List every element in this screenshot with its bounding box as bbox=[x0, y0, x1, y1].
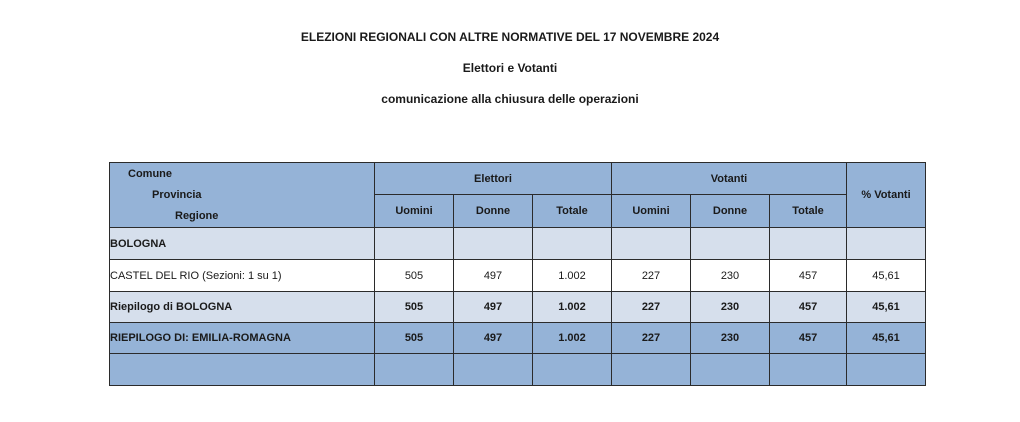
group-header-elettori: Elettori bbox=[375, 163, 612, 195]
label-header-comune: Comune bbox=[128, 167, 172, 180]
subheader-elettori-uomini: Uomini bbox=[375, 195, 454, 228]
results-table bbox=[109, 162, 926, 386]
subheader-elettori-totale: Totale bbox=[533, 195, 612, 228]
subheader-elettori-donne: Donne bbox=[454, 195, 533, 228]
empty-cell bbox=[612, 228, 691, 260]
empty-row bbox=[110, 354, 926, 386]
empty-cell bbox=[770, 228, 847, 260]
votanti-uomini-value: 227 bbox=[612, 260, 691, 292]
subheader-votanti-uomini: Uomini bbox=[612, 195, 691, 228]
empty-cell bbox=[454, 228, 533, 260]
table-row bbox=[110, 260, 926, 292]
empty-cell bbox=[375, 228, 454, 260]
votanti-uomini-value: 227 bbox=[612, 292, 691, 323]
empty-cell bbox=[533, 354, 612, 386]
votanti-donne-value: 230 bbox=[691, 292, 770, 323]
region-summary-label: RIEPILOGO DI: EMILIA-ROMAGNA bbox=[110, 323, 375, 354]
pct-votanti-value: 45,61 bbox=[847, 323, 926, 354]
elettori-donne-value: 497 bbox=[454, 292, 533, 323]
comune-label: CASTEL DEL RIO (Sezioni: 1 su 1) bbox=[110, 260, 375, 292]
table-row bbox=[110, 323, 926, 354]
empty-cell bbox=[847, 228, 926, 260]
elettori-uomini-value: 505 bbox=[375, 292, 454, 323]
pct-votanti-value: 45,61 bbox=[847, 260, 926, 292]
table-header-row bbox=[110, 163, 926, 195]
label-header-regione: Regione bbox=[175, 209, 219, 222]
subheader-votanti-donne: Donne bbox=[691, 195, 770, 228]
elettori-uomini-value: 505 bbox=[375, 323, 454, 354]
empty-cell bbox=[454, 354, 533, 386]
pct-votanti-value: 45,61 bbox=[847, 292, 926, 323]
elettori-totale-value: 1.002 bbox=[533, 323, 612, 354]
elettori-donne-value: 497 bbox=[454, 260, 533, 292]
elettori-totale-value: 1.002 bbox=[533, 260, 612, 292]
empty-cell bbox=[375, 354, 454, 386]
empty-cell bbox=[533, 228, 612, 260]
empty-cell bbox=[847, 354, 926, 386]
empty-cell bbox=[691, 354, 770, 386]
elettori-donne-value: 497 bbox=[454, 323, 533, 354]
votanti-totale-value: 457 bbox=[770, 292, 847, 323]
votanti-uomini-value: 227 bbox=[612, 323, 691, 354]
elettori-totale-value: 1.002 bbox=[533, 292, 612, 323]
empty-cell bbox=[612, 354, 691, 386]
empty-cell bbox=[770, 354, 847, 386]
province-row bbox=[110, 228, 926, 260]
province-label: BOLOGNA bbox=[110, 228, 375, 260]
label-header-cell bbox=[110, 163, 375, 228]
page-note: comunicazione alla chiusura delle operazioni bbox=[381, 92, 639, 106]
subheader-votanti-totale: Totale bbox=[770, 195, 847, 228]
votanti-donne-value: 230 bbox=[691, 260, 770, 292]
empty-cell bbox=[691, 228, 770, 260]
elettori-uomini-value: 505 bbox=[375, 260, 454, 292]
empty-cell bbox=[110, 354, 375, 386]
group-header-votanti: Votanti bbox=[612, 163, 847, 195]
pct-votanti-header: % Votanti bbox=[847, 163, 926, 228]
label-header-provincia: Provincia bbox=[152, 188, 202, 201]
votanti-totale-value: 457 bbox=[770, 260, 847, 292]
province-summary-label: Riepilogo di BOLOGNA bbox=[110, 292, 375, 323]
votanti-totale-value: 457 bbox=[770, 323, 847, 354]
table-row bbox=[110, 292, 926, 323]
votanti-donne-value: 230 bbox=[691, 323, 770, 354]
page-title: ELEZIONI REGIONALI CON ALTRE NORMATIVE DEL 17 NOVEMBRE 2024 bbox=[300, 30, 720, 44]
page-subtitle: Elettori e Votanti bbox=[462, 61, 558, 75]
